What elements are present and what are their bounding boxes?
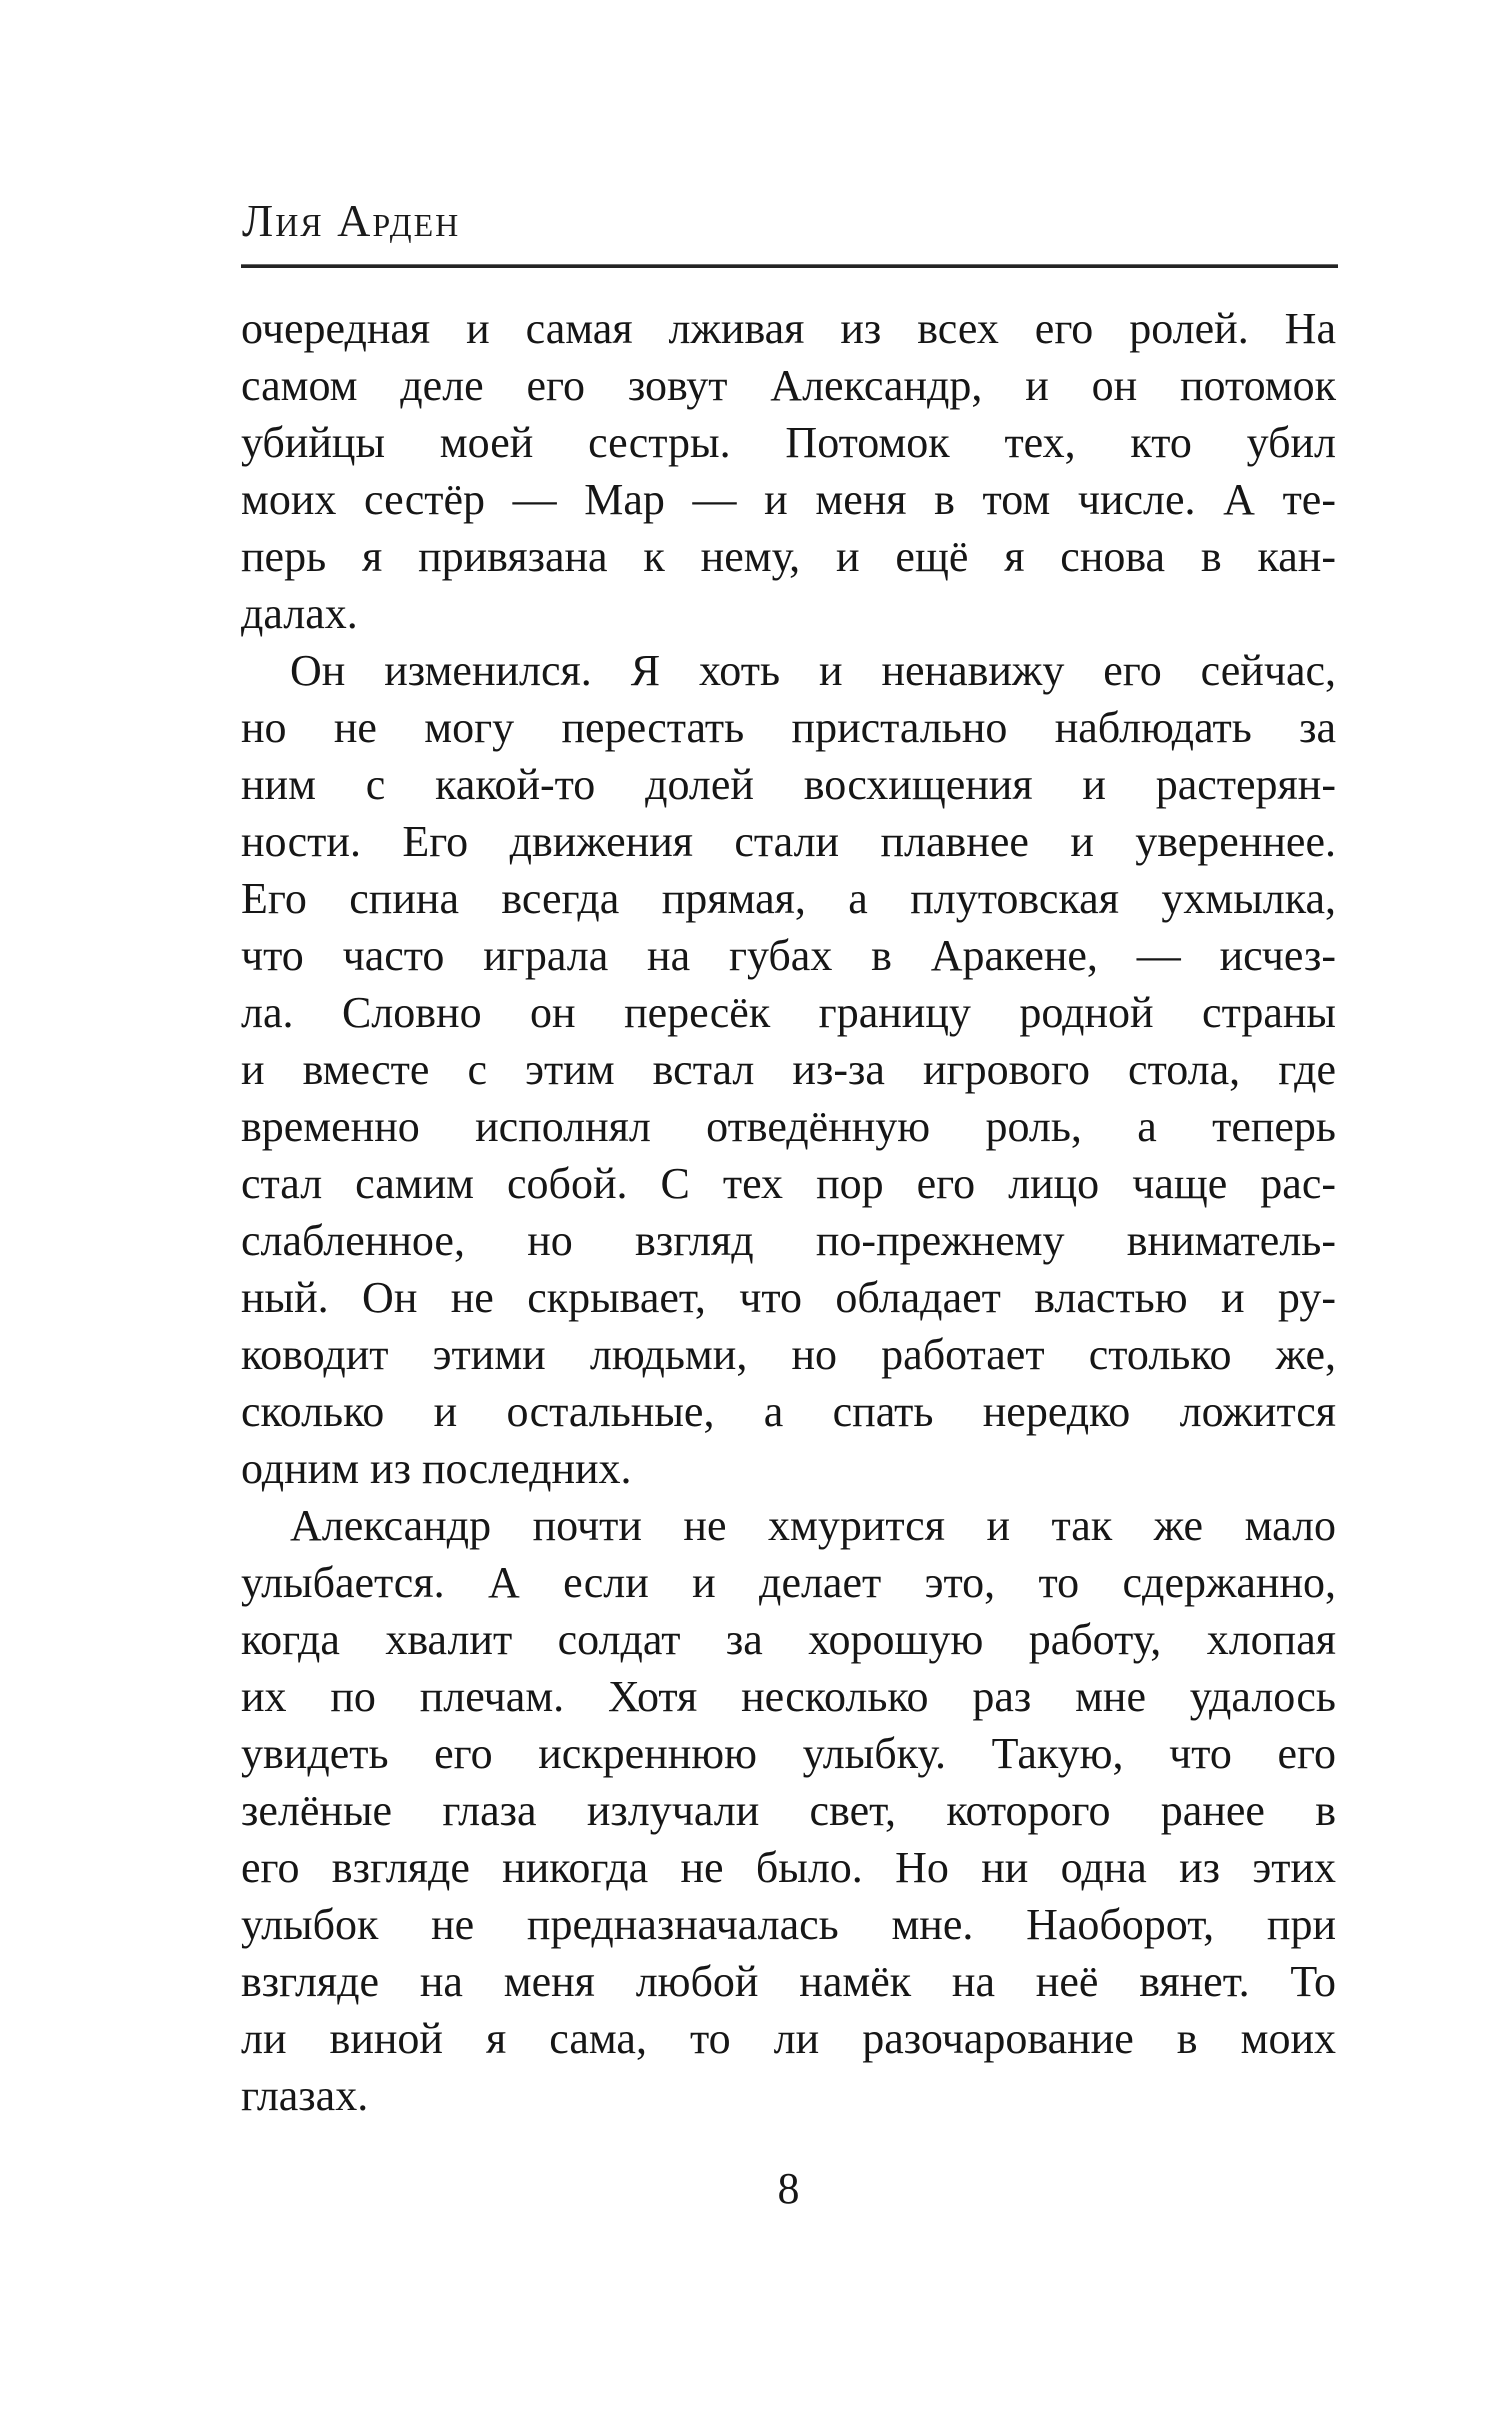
body-line: ним с какой-то долей восхищения и растерян- <box>241 760 1336 809</box>
body-line: сколько и остальные, а спать нередко ложится <box>241 1387 1336 1436</box>
page-body <box>241 300 1336 2124</box>
body-line: когда хвалит солдат за хорошую работу, хлопая <box>241 1615 1336 1664</box>
body-line: ла. Словно он пересёк границу родной страны <box>241 988 1336 1037</box>
body-line: ный. Он не скрывает, что обладает властью и ру- <box>241 1273 1336 1322</box>
body-line: ководит этими людьми, но работает столько же, <box>241 1330 1336 1379</box>
body-line: ности. Его движения стали плавнее и увереннее. <box>241 817 1336 866</box>
body-line: стал самим собой. С тех пор его лицо чаще рас- <box>241 1159 1336 1208</box>
body-line: ли виной я сама, то ли разочарование в моих <box>241 2014 1336 2063</box>
body-line: его взгляде никогда не было. Но ни одна из этих <box>241 1843 1336 1892</box>
body-line: но не могу перестать пристально наблюдать за <box>241 703 1336 752</box>
body-line: и вместе с этим встал из-за игрового стола, где <box>241 1045 1336 1094</box>
body-line: очередная и самая лживая из всех его ролей. На <box>241 304 1336 353</box>
page-number: 8 <box>777 2164 800 2213</box>
header-rule <box>241 264 1338 268</box>
running-header-author: Лия Арден <box>242 195 461 246</box>
body-line: что часто играла на губах в Аракене, — исчез- <box>241 931 1336 980</box>
body-line: улыбается. А если и делает это, то сдержанно, <box>241 1558 1336 1607</box>
body-line: увидеть его искреннюю улыбку. Такую, что его <box>241 1729 1336 1778</box>
body-line: слабленное, но взгляд по-прежнему вниматель- <box>241 1216 1336 1265</box>
body-line: убийцы моей сестры. Потомок тех, кто убил <box>241 418 1336 467</box>
body-line: перь я привязана к нему, и ещё я снова в кан- <box>241 532 1336 581</box>
body-line: самом деле его зовут Александр, и он потомок <box>241 361 1336 410</box>
body-line: одним из последних. <box>241 1444 632 1493</box>
body-line: улыбок не предназначалась мне. Наоборот, при <box>241 1900 1336 1949</box>
body-line: далах. <box>241 589 358 638</box>
body-line: Его спина всегда прямая, а плутовская ухмылка, <box>241 874 1336 923</box>
body-line: глазах. <box>241 2071 369 2120</box>
body-line: их по плечам. Хотя несколько раз мне удалось <box>241 1672 1336 1721</box>
body-line: временно исполнял отведённую роль, а теперь <box>241 1102 1336 1151</box>
body-line: Александр почти не хмурится и так же мало <box>290 1501 1336 1550</box>
body-line: моих сестёр — Мар — и меня в том числе. А те- <box>241 475 1336 524</box>
body-line: зелёные глаза излучали свет, которого ранее в <box>241 1786 1336 1835</box>
body-line: Он изменился. Я хоть и ненавижу его сейчас, <box>290 646 1336 695</box>
body-line: взгляде на меня любой намёк на неё вянет. То <box>241 1957 1336 2006</box>
